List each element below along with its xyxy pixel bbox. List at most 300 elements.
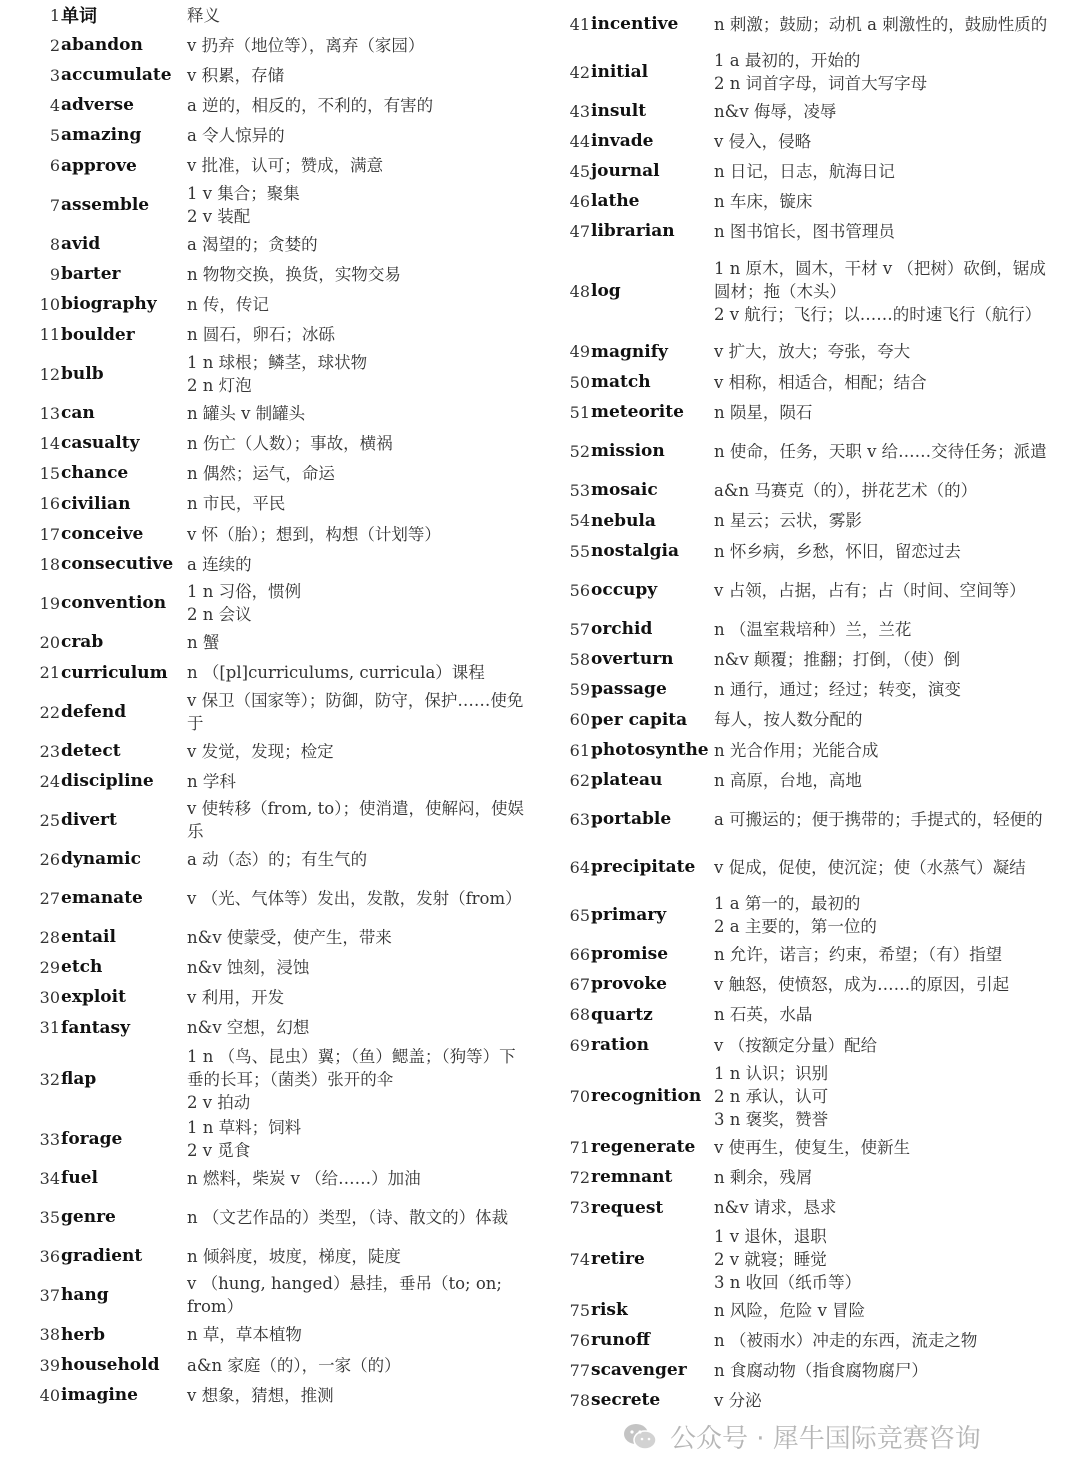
definition-line: n 学科 [187,771,236,791]
vocab-row [36,289,526,319]
vocab-row [566,891,1056,939]
definition [714,49,1056,95]
entry-number: 14 [39,433,60,453]
definition-line: v 想象，猜想，推测 [187,1385,334,1405]
vocab-word: crab [61,632,104,652]
vocab-word: portable [591,809,672,829]
definition-line: v 保卫（国家等）；防御，防守，保护……使免于 [187,691,524,733]
watermark-text: 公众号 · 犀牛国际竞赛咨询 [670,1424,981,1454]
definition [187,233,526,256]
definition-line: v 怀（胎）；想到，构想（计划等） [187,524,441,544]
definition-line: v 利用，开发 [187,987,285,1007]
definition [714,13,1056,36]
entry-number: 58 [569,649,590,669]
definition-line: n 日记，日志，航海日记 [714,161,895,181]
vocab-word: civilian [61,493,131,514]
definition [714,1299,1056,1322]
vocab-row [566,999,1056,1030]
entry-number: 5 [49,125,60,145]
entry-number: 53 [569,480,590,500]
vocab-row [566,96,1056,126]
vocab-word: fuel [61,1168,98,1188]
definition-line: n 怀乡病，乡愁，怀旧，留恋过去 [714,541,961,561]
vocab-row [36,982,526,1012]
entry-number: 25 [39,810,60,830]
vocab-word: recognition [591,1086,702,1106]
vocab-row [36,181,526,229]
definition-line: v 批准，认可；赞成，满意 [187,156,384,175]
definition-line: n 风险，危险 v 冒险 [714,1300,866,1320]
vocab-row [36,1319,526,1350]
definition-line: n 市民，平民 [187,494,286,513]
entry-number: 55 [569,541,590,561]
definition [714,1389,1056,1412]
vocab-row [566,843,1056,891]
definition-line: n 罐头 v 制罐头 [187,403,306,423]
definition-line: v 积累，存储 [187,65,285,85]
vocab-word: risk [591,1300,628,1320]
entry-number: 75 [569,1300,590,1320]
vocab-row [566,1192,1056,1223]
vocab-row [566,644,1056,674]
definition-line: 1 a 第一的，最初的 [714,894,861,913]
vocab-word: etch [61,957,103,977]
entry-number: 43 [569,101,590,121]
entry-number: 33 [39,1129,60,1149]
vocab-row [36,30,526,60]
definition [187,94,526,117]
vocab-row [36,657,526,688]
vocab-row [36,519,526,549]
vocab-word: barter [61,264,121,284]
entry-number: 62 [569,770,590,790]
definition [187,1245,526,1268]
definition-line: n 物物交换，换货，实物交易 [187,264,401,284]
entry-number: 78 [569,1390,590,1410]
vocab-row [566,765,1056,795]
definition-line: 2 v 拍动 [187,1092,251,1112]
definition-line: v 扩大，放大；夸张，夸大 [714,342,911,361]
definition [714,257,1056,326]
vocab-word: remnant [591,1167,673,1187]
vocab-word: forage [61,1129,123,1149]
definition [187,740,526,763]
entry-number: 11 [39,325,60,344]
header-definition: 释义 [187,5,220,25]
entry-number: 27 [39,888,60,908]
entry-number: 15 [39,463,60,483]
definition-line: 1 a 最初的，开始的 [714,51,861,70]
vocab-word: ration [591,1035,649,1055]
definition [187,523,526,546]
vocab-word: assemble [61,195,150,215]
definition [187,770,526,793]
entry-number: 26 [39,849,60,869]
definition [714,1196,1056,1219]
definition-line: v 相称，相适合，相配；结合 [714,372,927,392]
definition [714,892,1056,938]
entry-number: 36 [39,1246,60,1266]
definition [714,340,1056,363]
vocab-word: overturn [591,649,674,669]
vocab-word: mosaic [591,480,658,500]
vocab-word: incentive [591,14,679,34]
vocab-word: flap [61,1069,97,1089]
vocab-word: nebula [591,510,656,531]
definition-line: v 促成，促使，使沉淀；使（水蒸气）凝结 [714,857,1026,877]
definition [187,1354,526,1377]
vocab-row [36,766,526,796]
definition [187,926,526,949]
entry-number: 63 [569,809,590,829]
vocab-row [36,488,526,519]
vocab-row [566,939,1056,969]
definition [187,1167,526,1190]
vocab-word: accumulate [61,65,172,85]
vocab-word: detect [61,741,121,761]
definition-line: v 扔弃（地位等），离弃（家园） [187,35,425,55]
vocab-row [566,1385,1056,1415]
vocab-row [566,795,1056,843]
vocab-row [36,1163,526,1193]
definition-line: n 燃料，柴炭 v （给……）加油 [187,1168,421,1188]
entry-number: 38 [39,1325,60,1344]
vocab-word: secrete [591,1390,661,1410]
entry-number: 71 [569,1137,590,1157]
vocab-word: avid [61,234,101,254]
entry-number: 57 [569,619,590,639]
entry-number: 35 [39,1207,60,1227]
vocab-row [36,627,526,657]
left-vocab-column [36,0,526,1410]
definition-line: a 动（态）的；有生气的 [187,849,368,869]
entry-number: 12 [39,364,60,384]
vocab-row [566,397,1056,427]
vocab-word: herb [61,1324,106,1345]
definition-line: 2 a 主要的，第一位的 [714,917,877,936]
entry-number: 50 [569,372,590,392]
definition [187,797,526,843]
vocab-word: boulder [61,324,135,345]
definition [187,432,526,455]
definition-line: 1 n 原木，圆木，干材 v （把树）砍倒，锯成圆材；拖（木头） [714,258,1046,301]
definition [187,661,526,684]
vocab-word: emanate [61,888,143,908]
definition-line: n （[pl]curriculums, curricula）课程 [187,663,485,682]
definition-line: n&v 蚀刻，浸蚀 [187,957,310,977]
vocab-word: casualty [61,433,140,453]
definition-line: n 倾斜度，坡度，梯度，陡度 [187,1246,401,1266]
definition [714,708,1056,731]
definition [187,64,526,87]
entry-number: 4 [49,95,60,115]
definition-line: n&v 请求，恳求 [714,1198,837,1217]
definition [714,973,1056,996]
vocab-word: magnify [591,341,668,362]
definition [714,440,1056,463]
definition [187,263,526,286]
definition [187,182,526,228]
vocab-word: lathe [591,191,640,211]
vocab-row [566,1030,1056,1060]
table-header [36,0,526,30]
definition [187,553,526,576]
definition [187,1045,526,1114]
entry-number: 2 [49,35,60,55]
vocab-row [566,216,1056,246]
vocab-word: invade [591,131,654,151]
vocab-word: log [591,281,621,301]
definition-line: n 蟹 [187,632,220,652]
definition [714,1034,1056,1057]
entry-number: 49 [569,342,590,361]
vocab-word: runoff [591,1330,650,1350]
definition [187,1016,526,1039]
definition [714,678,1056,701]
vocab-word: household [61,1355,160,1375]
vocab-row [566,704,1056,735]
definition [714,220,1056,243]
vocab-word: occupy [591,580,658,600]
definition [714,479,1056,502]
entry-number: 51 [569,402,590,422]
definition-line: a 逆的，相反的，不利的，有害的 [187,95,434,115]
entry-number: 40 [39,1385,60,1405]
definition-line: n 允许，诺言；约束，希望；（有）指望 [714,944,1003,964]
entry-number: 56 [569,580,590,600]
vocab-row [36,1380,526,1410]
definition-line: n （温室栽培种）兰，兰花 [714,619,912,639]
definition [714,1062,1056,1131]
definition [187,887,526,910]
vocab-word: divert [61,810,117,830]
vocab-row [36,1241,526,1271]
entry-number: 19 [39,593,60,613]
definition-line: v 分泌 [714,1390,762,1410]
definition [187,351,526,397]
definition-line: n 使命，任务，天职 v 给……交待任务；派遣 [714,441,1047,461]
vocab-row [36,1271,526,1319]
vocab-word: defend [61,702,127,722]
entry-number: 54 [569,511,590,530]
vocab-word: librarian [591,221,675,241]
definition-line: n 刺激；鼓励；动机 a 刺激性的，鼓励性质的 [714,14,1048,34]
vocab-row [566,1355,1056,1385]
definition-line: n 伤亡（人数）；事故，横祸 [187,433,393,453]
vocab-row [36,458,526,488]
vocab-word: biography [61,294,157,314]
vocab-word: journal [591,161,660,181]
vocab-row [36,428,526,458]
entry-number: 67 [569,974,590,994]
vocab-row [566,246,1056,336]
definition-line: 每人，按人数分配的 [714,710,863,729]
vocab-word: genre [61,1207,116,1227]
definition [187,34,526,57]
vocab-word: meteorite [591,402,684,422]
watermark [622,1418,981,1455]
entry-number: 32 [39,1069,60,1089]
definition-line: n 圆石，卵石；冰砾 [187,325,335,344]
vocab-word: consecutive [61,554,174,574]
definition [187,580,526,626]
definition [714,190,1056,213]
vocab-row [36,150,526,181]
definition [714,739,1056,762]
definition [714,769,1056,792]
definition [187,462,526,485]
definition [714,371,1056,394]
definition [187,492,526,515]
entry-number: 65 [569,905,590,925]
entry-number: 45 [569,161,590,181]
vocab-row [566,1162,1056,1192]
definition-line: 1 n （鸟、昆虫）翼；（鱼）鳃盖；（狗等）下垂的长耳；（菌类）张开的伞 [187,1046,516,1089]
vocab-word: conceive [61,524,144,544]
definition-line: n 光合作用；光能合成 [714,740,879,760]
vocab-word: photosynthe [591,740,709,760]
entry-number: 7 [49,195,60,215]
vocab-word: nostalgia [591,541,679,561]
vocab-word: provoke [591,974,667,994]
definition-line: n 图书馆长，图书管理员 [714,221,895,241]
definition-line: n 石英，水晶 [714,1005,813,1024]
definition-line: 2 v 航行；飞行；以……的时速飞行（航行） [714,304,1042,324]
entry-number: 34 [39,1168,60,1188]
entry-number: 18 [39,554,60,574]
definition-line: 2 v 装配 [187,207,251,226]
entry-number: 28 [39,927,60,947]
definition-line: n&v 使蒙受，使产生，带来 [187,927,392,947]
definition [187,1272,526,1318]
definition-line: 2 n 灯泡 [187,376,252,395]
entry-number: 31 [39,1018,60,1037]
entry-number: 44 [569,131,590,151]
entry-number: 8 [49,234,60,254]
definition-line: v （hung, hanged）悬挂，垂吊（to; on; from） [187,1274,502,1316]
vocab-row [36,796,526,844]
vocab-word: chance [61,463,129,483]
vocab-row [36,922,526,952]
wechat-icon [622,1422,658,1452]
entry-number: 59 [569,679,590,699]
vocab-row [566,1295,1056,1325]
vocab-row [36,90,526,120]
definition [187,1323,526,1346]
entry-number: 70 [569,1086,590,1106]
definition-line: 2 v 就寝；睡觉 [714,1249,827,1269]
definition-line: 3 n 收回（纸币等） [714,1272,862,1292]
vocab-word: primary [591,905,667,925]
entry-number: 22 [39,702,60,722]
definition [714,160,1056,183]
vocab-word: regenerate [591,1137,696,1157]
entry-number: 30 [39,987,60,1007]
definition [714,401,1056,424]
definition-line: n 高原，台地，高地 [714,770,862,790]
vocab-row [566,566,1056,614]
entry-number: 13 [39,403,60,423]
vocab-row [566,1132,1056,1162]
vocab-word: request [591,1197,664,1218]
definition [187,956,526,979]
definition-line: n&v 侮辱，凌辱 [714,101,837,121]
definition [187,1206,526,1229]
vocab-row [566,735,1056,765]
vocab-row [566,367,1056,397]
vocab-row [566,475,1056,505]
definition-line: v （按额定分量）配给 [714,1035,878,1055]
definition-line: a&n 马赛克（的），拼花艺术（的） [714,480,978,500]
definition [714,509,1056,532]
vocab-word: orchid [591,619,653,639]
vocab-word: promise [591,944,669,964]
header-word: 单词 [61,6,97,27]
vocab-word: gradient [61,1246,143,1266]
definition-line: n （被雨水）冲走的东西，流走之物 [714,1330,978,1350]
entry-number: 6 [49,156,60,175]
definition [714,540,1056,563]
vocab-word: amazing [61,125,142,145]
vocab-row [36,736,526,766]
definition [187,124,526,147]
definition-line: n 星云；云状，雾影 [714,511,862,530]
entry-number: 61 [569,740,590,760]
definition-line: 2 n 会议 [187,605,252,624]
definition-line: v 使再生，使复生，使新生 [714,1137,911,1157]
vocab-row [36,398,526,428]
vocab-row [566,1060,1056,1132]
definition-line: n 草，草本植物 [187,1325,302,1344]
definition [187,154,526,177]
definition-line: 1 n 认识；识别 [714,1063,829,1083]
definition [187,293,526,316]
definition-line: 1 n 草料；饲料 [187,1118,302,1137]
definition [714,1003,1056,1026]
vocab-row [36,874,526,922]
definition-line: a&n 家庭（的），一家（的） [187,1355,401,1375]
definition-line: a 令人惊异的 [187,125,285,145]
definition [714,100,1056,123]
entry-number: 74 [569,1249,590,1269]
definition-line: n&v 颠覆；推翻；打倒，（使）倒 [714,649,961,669]
definition [187,631,526,654]
definition [714,1166,1056,1189]
vocab-row [36,319,526,350]
entry-number: 9 [49,264,60,284]
definition-line: n 偶然；运气，命运 [187,463,335,483]
definition [714,130,1056,153]
definition-line: 3 n 褒奖，赞誉 [714,1109,829,1129]
entry-number: 37 [39,1285,60,1305]
vocab-row [566,427,1056,475]
definition-line: n （文艺作品的）类型，（诗、散文的）体裁 [187,1207,509,1227]
vocab-row [566,674,1056,704]
definition [714,808,1056,831]
vocab-word: abandon [61,35,143,55]
definition-line: n 通行，通过；经过；转变，演变 [714,679,961,699]
vocab-row [566,0,1056,48]
definition-line: a 渴望的；贪婪的 [187,234,318,254]
vocab-row [36,844,526,874]
definition-line: 1 v 集合；聚集 [187,184,300,203]
entry-number: 39 [39,1355,60,1375]
entry-number: 42 [569,62,590,82]
vocab-word: scavenger [591,1360,687,1380]
vocab-word: per capita [591,709,688,730]
entry-number: 76 [569,1330,590,1350]
entry-number: 47 [569,221,590,241]
